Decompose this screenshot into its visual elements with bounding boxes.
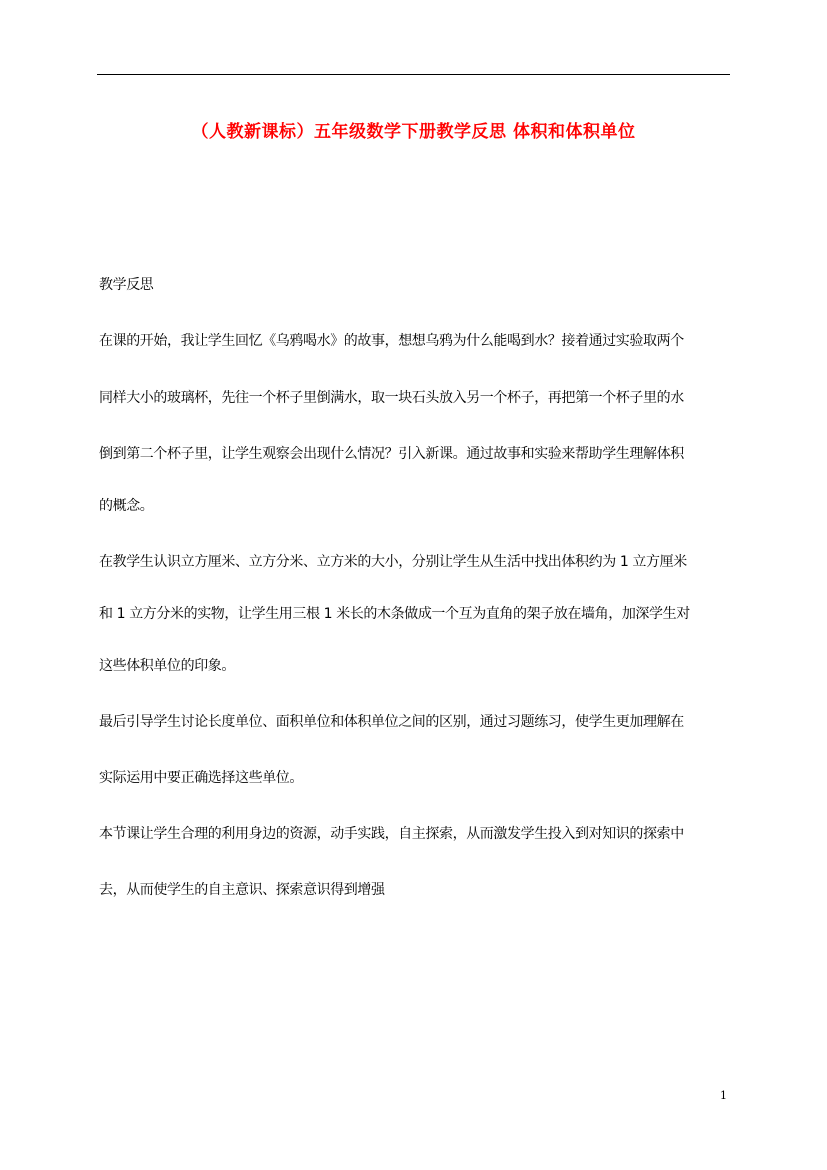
paragraph-line: 和 1 立方分米的实物，让学生用三根 1 米长的木条做成一个互为直角的架子放在墙角，加深学生对: [99, 606, 690, 622]
paragraph-line: 实际运用中要正确选择这些单位。: [99, 770, 303, 786]
paragraph-line: 同样大小的玻璃杯，先往一个杯子里倒满水，取一块石头放入另一个杯子，再把第一个杯子里的水: [99, 390, 684, 406]
paragraph-line: 的概念。: [99, 498, 154, 514]
document-title: （人教新课标）五年级数学下册教学反思 体积和体积单位: [191, 122, 636, 142]
paragraph-line: 倒到第二个杯子里，让学生观察会出现什么情况？引入新课。通过故事和实验来帮助学生理解体积: [99, 446, 684, 462]
header-rule: [97, 74, 730, 75]
paragraph-line: 在教学生认识立方厘米、立方分米、立方米的大小，分别让学生从生活中找出体积约为 1 立方厘米: [99, 554, 687, 570]
section-heading: 教学反思: [99, 277, 154, 293]
paragraph-line: 去，从而使学生的自主意识、探索意识得到增强: [99, 882, 385, 898]
paragraph-line: 在课的开始，我让学生回忆《乌鸦喝水》的故事，想想乌鸦为什么能喝到水？接着通过实验取两个: [99, 333, 684, 349]
paragraph-line: 本节课让学生合理的利用身边的资源，动手实践，自主探索，从而激发学生投入到对知识的探索中: [99, 826, 684, 842]
page-number: 1: [720, 1089, 727, 1102]
paragraph-line: 这些体积单位的印象。: [99, 658, 235, 674]
paragraph-line: 最后引导学生讨论长度单位、面积单位和体积单位之间的区别，通过习题练习，使学生更加理解在: [99, 714, 684, 730]
